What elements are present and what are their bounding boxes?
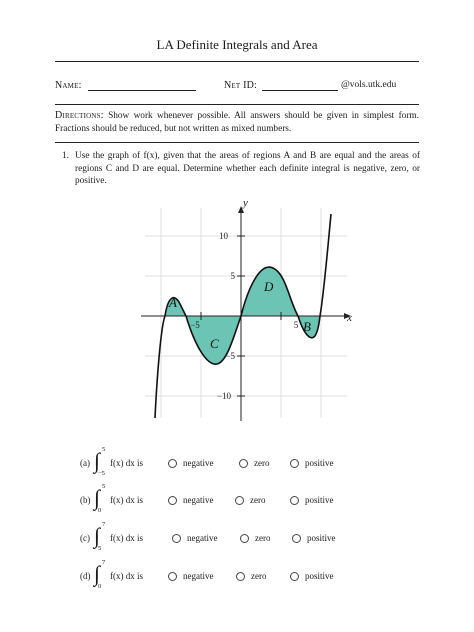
directions bbox=[55, 110, 419, 135]
option-zero[interactable]: zero bbox=[240, 533, 271, 543]
integral-sign: ∫ bbox=[94, 523, 101, 548]
name-field[interactable] bbox=[88, 90, 196, 91]
function-graph bbox=[135, 196, 360, 424]
region-label-b: B bbox=[303, 319, 311, 334]
lower-limit: −5 bbox=[98, 470, 105, 477]
y-tick-label: 5 bbox=[230, 271, 235, 281]
upper-limit: 5 bbox=[102, 483, 106, 490]
upper-limit: 7 bbox=[102, 559, 106, 566]
integral-sign: ∫ bbox=[94, 485, 101, 510]
option-negative[interactable]: negative bbox=[168, 571, 214, 581]
email-suffix: @vols.utk.edu bbox=[341, 80, 397, 90]
option-zero[interactable]: zero bbox=[239, 458, 270, 468]
name-label: Name: bbox=[55, 80, 82, 91]
radio-icon[interactable] bbox=[290, 459, 299, 468]
integrand: f(x) dx is bbox=[110, 458, 143, 468]
x-tick-label: −5 bbox=[190, 320, 200, 330]
radio-icon[interactable] bbox=[168, 572, 177, 581]
option-positive[interactable]: positive bbox=[292, 533, 336, 543]
y-tick-label: −5 bbox=[225, 351, 235, 361]
option-positive[interactable]: positive bbox=[290, 571, 334, 581]
part-label: (d) bbox=[80, 571, 91, 581]
part-b bbox=[80, 485, 370, 515]
upper-limit: 5 bbox=[102, 446, 106, 453]
lower-limit: 5 bbox=[98, 545, 102, 552]
option-negative[interactable]: negative bbox=[168, 458, 214, 468]
y-axis-label: y bbox=[243, 197, 248, 209]
option-negative[interactable]: negative bbox=[168, 495, 214, 505]
lower-limit: 0 bbox=[98, 507, 102, 514]
directions-text: Show work whenever possible. All answers should be given in simplest form. Fractions should be reduced, but not written as mixed numbers. bbox=[55, 111, 419, 134]
radio-icon[interactable] bbox=[172, 534, 181, 543]
radio-icon[interactable] bbox=[236, 572, 245, 581]
region-label-a: A bbox=[169, 295, 177, 310]
directions-rule bbox=[55, 142, 419, 143]
option-positive[interactable]: positive bbox=[290, 458, 334, 468]
part-a bbox=[80, 448, 370, 478]
title-rule bbox=[55, 61, 419, 62]
radio-icon[interactable] bbox=[168, 459, 177, 468]
part-label: (c) bbox=[80, 533, 90, 543]
y-tick-label: −10 bbox=[216, 391, 231, 401]
part-d bbox=[80, 561, 370, 591]
netid-field[interactable] bbox=[262, 90, 338, 91]
radio-icon[interactable] bbox=[168, 496, 177, 505]
upper-limit: 7 bbox=[102, 521, 106, 528]
question-1 bbox=[62, 150, 420, 188]
x-axis-label: x bbox=[347, 312, 352, 324]
option-zero[interactable]: zero bbox=[236, 571, 267, 581]
part-c bbox=[80, 523, 370, 553]
radio-icon[interactable] bbox=[240, 534, 249, 543]
header-rule bbox=[55, 104, 419, 105]
page-title: LA Definite Integrals and Area bbox=[156, 37, 318, 52]
netid-label: Net ID: bbox=[224, 80, 258, 91]
region-label-c: C bbox=[210, 336, 219, 351]
integrand: f(x) dx is bbox=[110, 571, 143, 581]
option-negative[interactable]: negative bbox=[172, 533, 218, 543]
part-label: (a) bbox=[80, 458, 90, 468]
y-tick-label: 10 bbox=[219, 231, 228, 241]
x-tick-label: 5 bbox=[293, 320, 299, 330]
question-number: 1. bbox=[62, 151, 69, 161]
directions-label: Directions: bbox=[55, 110, 104, 121]
option-zero[interactable]: zero bbox=[235, 495, 266, 505]
integral-sign: ∫ bbox=[94, 561, 101, 586]
option-positive[interactable]: positive bbox=[290, 495, 334, 505]
radio-icon[interactable] bbox=[292, 534, 301, 543]
integral-sign: ∫ bbox=[94, 448, 101, 473]
integrand: f(x) dx is bbox=[110, 495, 143, 505]
region-label-d: D bbox=[264, 279, 274, 294]
lower-limit: 0 bbox=[98, 583, 102, 590]
question-text: Use the graph of f(x), given that the areas of regions A and B are equal and the areas of regions C and D are equal. Determine whether each definite integral is negative, zero, or positive. bbox=[75, 151, 420, 186]
radio-icon[interactable] bbox=[239, 459, 248, 468]
part-label: (b) bbox=[80, 495, 91, 505]
radio-icon[interactable] bbox=[290, 496, 299, 505]
radio-icon[interactable] bbox=[290, 572, 299, 581]
integrand: f(x) dx is bbox=[110, 533, 143, 543]
radio-icon[interactable] bbox=[235, 496, 244, 505]
